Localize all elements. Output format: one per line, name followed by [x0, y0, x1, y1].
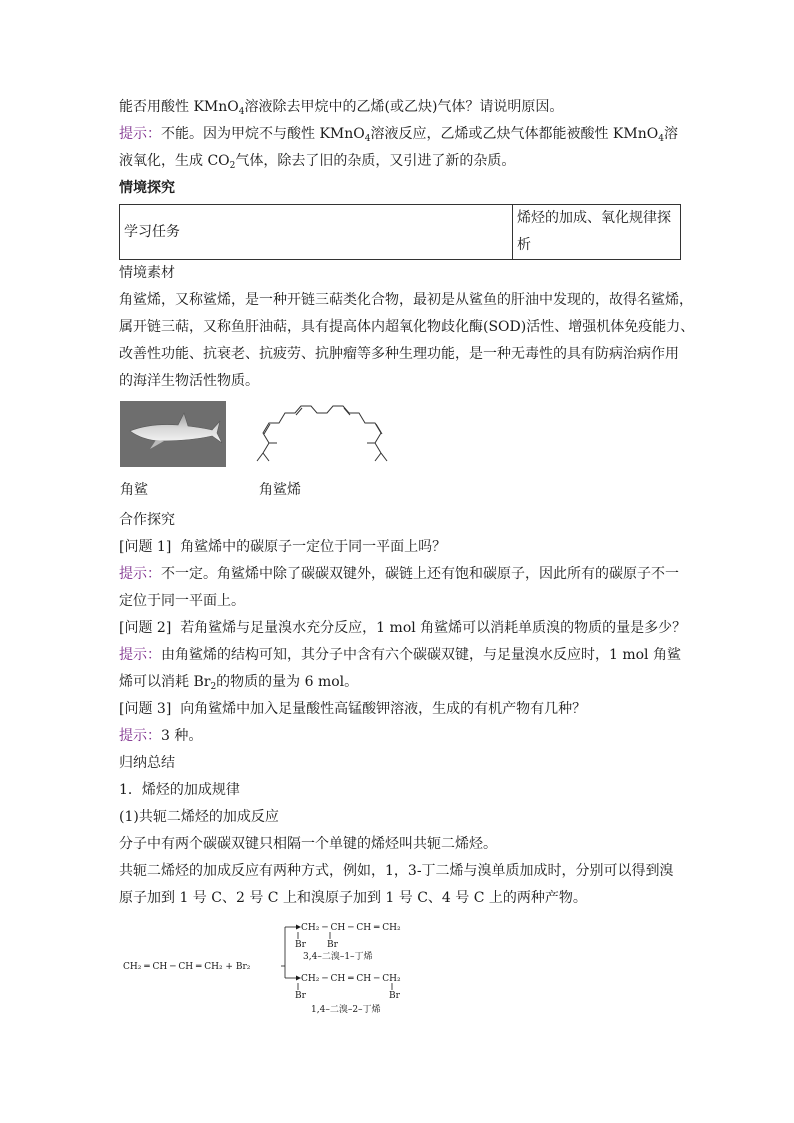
- section-title: 情境探究: [119, 180, 175, 196]
- rule-1-subtitle: (1)共轭二烯烃的加成反应: [119, 809, 279, 825]
- task-content-cell: 烯烃的加成、氧化规律探 析: [513, 205, 681, 260]
- squalene-structure: [255, 403, 395, 469]
- hint-label: 提示：: [119, 126, 161, 142]
- material-line-2: 属开链三萜，又称鱼肝油萜，具有提高体内超氧化物歧化酶(SOD)活性、增强机体免疫能力、: [119, 319, 695, 335]
- reaction-diagram: [119, 918, 419, 1028]
- addition-para-line-1: 共轭二烯烃的加成反应有两种方式，例如，1，3-丁二烯与溴单质加成时，分别可以得到溴: [119, 863, 674, 879]
- conjugated-definition: 分子中有两个碳碳双键只相隔一个单键的烯烃叫共轭二烯烃。: [119, 836, 497, 852]
- document-page: [119, 94, 695, 1028]
- reactant-formula: CH₂ ═ CH ─ CH ═ CH₂ + Br₂: [123, 962, 251, 972]
- question-1: [问题 1] 角鲨烯中的碳原子一定位于同一平面上吗？: [119, 539, 447, 555]
- question-text: 能否用酸性 KMnO$_4$溶液除去甲烷中的乙烯(或乙炔)气体？请说明原因。: [119, 99, 564, 117]
- material-title: 情境素材: [119, 265, 175, 281]
- material-line-3: 改善性功能、抗衰老、抗疲劳、抗肿瘤等多种生理功能，是一种无毒性的具有防病治病作用: [119, 346, 679, 362]
- product-1-name: 3,4–二溴–1–丁烯: [303, 952, 373, 962]
- answer-1-line-1: 提示：不一定。角鲨烯中除了碳碳双键外，碳链上还有饱和碳原子，因此所有的碳原子不一: [119, 566, 679, 582]
- material-line-1: 角鲨烯，又称鲨烯，是一种开链三萜类化合物，最初是从鲨鱼的肝油中发现的，故得名鲨烯，: [119, 292, 693, 308]
- answer-2-line-1: 提示：由角鲨烯的结构可知，其分子中含有六个碳碳双键，与足量溴水反应时，1 mol 角鲨: [119, 647, 681, 663]
- shark-caption: 角鲨: [120, 482, 148, 498]
- shark-icon: [120, 401, 226, 467]
- addition-para-line-2: 原子加到 1 号 C、2 号 C 上和溴原子加到 1 号 C、4 号 C 上的两种产物。: [119, 890, 587, 906]
- product-2-br-2: Br: [389, 991, 400, 1001]
- figure-captions: [119, 477, 681, 507]
- hint-1-line-2: 液氧化，生成 $CO_2$气体，除去了旧的杂质，又引进了新的杂质。: [119, 153, 516, 171]
- rule-1-title: 1．烯烃的加成规律: [119, 782, 240, 798]
- product-1-br-1: Br: [295, 940, 306, 950]
- material-line-4: 的海洋生物活性物质。: [119, 373, 259, 389]
- coop-title: 合作探究: [119, 512, 175, 528]
- task-label-cell: 学习任务: [120, 205, 513, 260]
- product-1-formula: CH₂ ─ CH ─ CH ═ CH₂: [301, 923, 401, 933]
- task-table: [119, 204, 681, 260]
- answer-1-line-2: 定位于同一平面上。: [119, 593, 245, 609]
- shark-image: [120, 401, 226, 467]
- product-2-name: 1,4–二溴–2–丁烯: [311, 1005, 381, 1015]
- reaction-scheme: [119, 918, 681, 1028]
- product-1-br-2: Br: [327, 940, 338, 950]
- question-3: [问题 3] 向角鲨烯中加入足量酸性高锰酸钾溶液，生成的有机产物有几种？: [119, 701, 587, 717]
- answer-2-line-2: 烯可以消耗 $Br_2$的物质的量为 6 mol。: [119, 674, 359, 692]
- squalene-caption: 角鲨烯: [259, 482, 301, 498]
- summary-title: 归纳总结: [119, 755, 175, 771]
- product-2-formula: CH₂ ─ CH ═ CH ─ CH₂: [301, 974, 401, 984]
- figure-row: [119, 401, 681, 471]
- product-2-br-1: Br: [295, 991, 306, 1001]
- hint-1-line-1: 提示：不能。因为甲烷不与酸性 KMnO$_4$溶液反应，乙烯或乙炔气体都能被酸性 KMnO$_4$溶: [119, 126, 678, 144]
- answer-3: 提示：3 种。: [119, 728, 203, 744]
- question-2: [问题 2] 若角鲨烯与足量溴水充分反应，1 mol 角鲨烯可以消耗单质溴的物质的量是多少？: [119, 620, 687, 636]
